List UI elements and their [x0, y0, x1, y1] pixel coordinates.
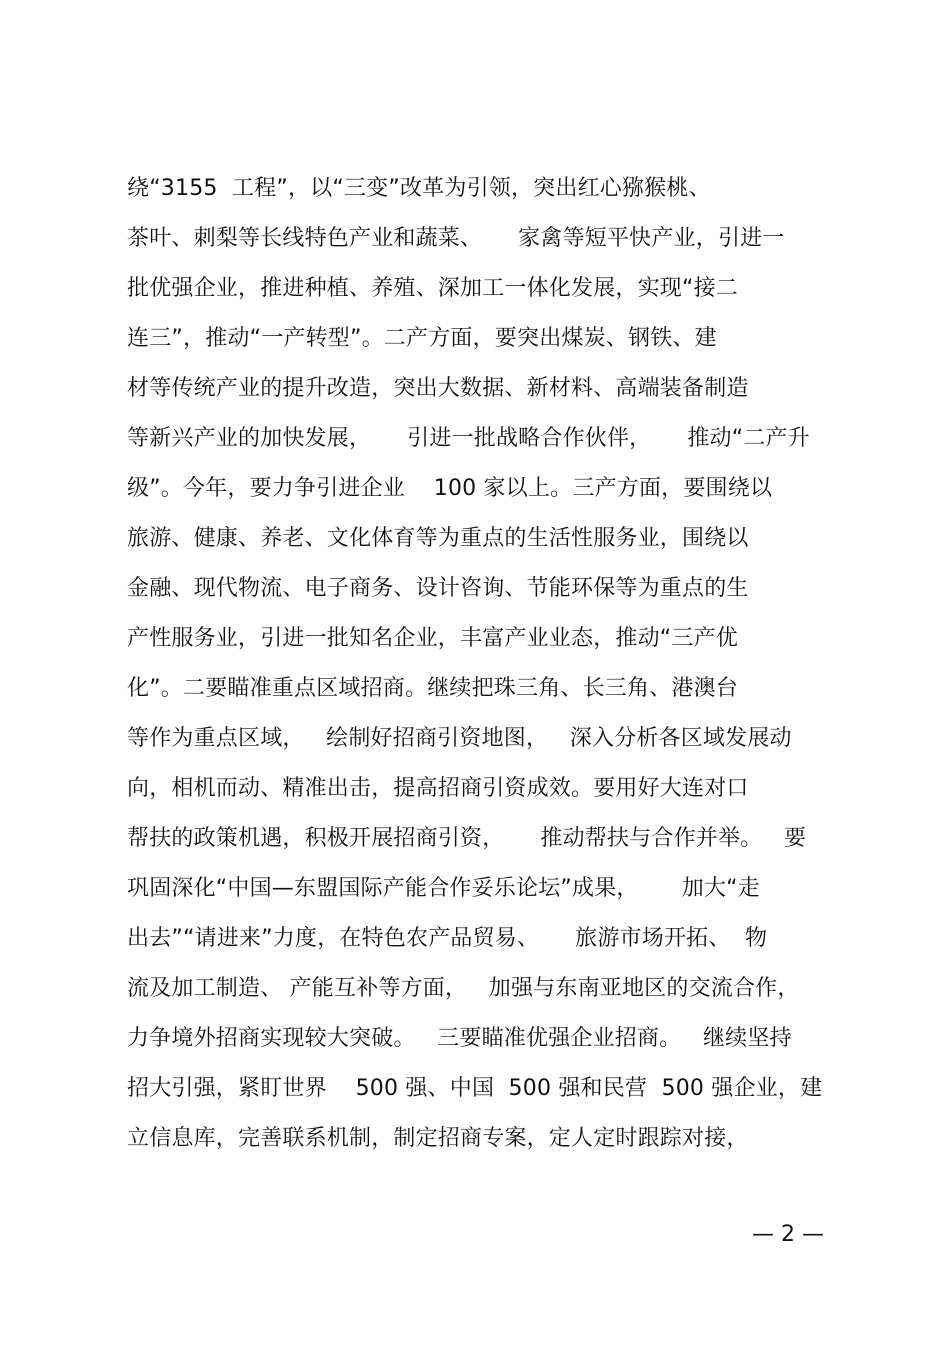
- text-line: 产性服务业，引进一批知名企业，丰富产业业态，推动“三产优: [127, 626, 738, 651]
- page-number: — 2 —: [752, 1222, 824, 1247]
- text-line: 立信息库，完善联系机制，制定招商专案，定人定时跟踪对接，: [127, 1126, 749, 1151]
- text-line: 绕“3155 工程”，以“三变”改革为引领，突出红心猕猴桃、: [127, 176, 711, 201]
- text-line: 化”。二要瞄准重点区域招商。继续把珠三角、长三角、港澳台: [127, 676, 738, 701]
- text-line: 连三”，推动“一产转型”。二产方面，要突出煤炭、钢铁、建: [127, 326, 717, 351]
- text-line: 向，相机而动、精准出击，提高招商引资成效。要用好大连对口: [127, 776, 749, 801]
- text-line: 流及加工制造、 产能互补等方面， 加强与东南亚地区的交流合作，: [127, 976, 800, 1001]
- text-line: 力争境外招商实现较大突破。 三要瞄准优强企业招商。 继续坚持: [127, 1026, 792, 1051]
- text-line: 等新兴产业的加快发展， 引进一批战略合作伙伴， 推动“二产升: [127, 426, 810, 451]
- text-line: 旅游、健康、养老、文化体育等为重点的生活性服务业，围绕以: [127, 526, 749, 551]
- text-line: 材等传统产业的提升改造，突出大数据、新材料、高端装备制造: [127, 376, 749, 401]
- text-line: 帮扶的政策机遇，积极开展招商引资， 推动帮扶与合作并举。 要: [127, 826, 807, 851]
- text-line: 巩固深化“中国—东盟国际产能合作妥乐论坛”成果， 加大“走: [127, 876, 760, 901]
- text-line: 茶叶、刺梨等长线特色产业和蔬菜、 家禽等短平快产业，引进一: [127, 226, 785, 251]
- text-line: 级”。今年，要力争引进企业 100 家以上。三产方面，要围绕以: [127, 476, 773, 501]
- text-line: 招大引强，紧盯世界 500 强、中国 500 强和民营 500 强企业，建: [127, 1076, 823, 1101]
- text-line: 出去”“请进来”力度，在特色农产品贸易、 旅游市场开拓、 物: [127, 926, 768, 951]
- text-line: 金融、现代物流、电子商务、设计咨询、节能环保等为重点的生: [127, 576, 749, 601]
- text-line: 批优强企业，推进种植、养殖、深加工一体化发展，实现“接二: [127, 276, 738, 301]
- text-line: 等作为重点区域， 绘制好招商引资地图， 深入分析各区域发展动: [127, 726, 792, 751]
